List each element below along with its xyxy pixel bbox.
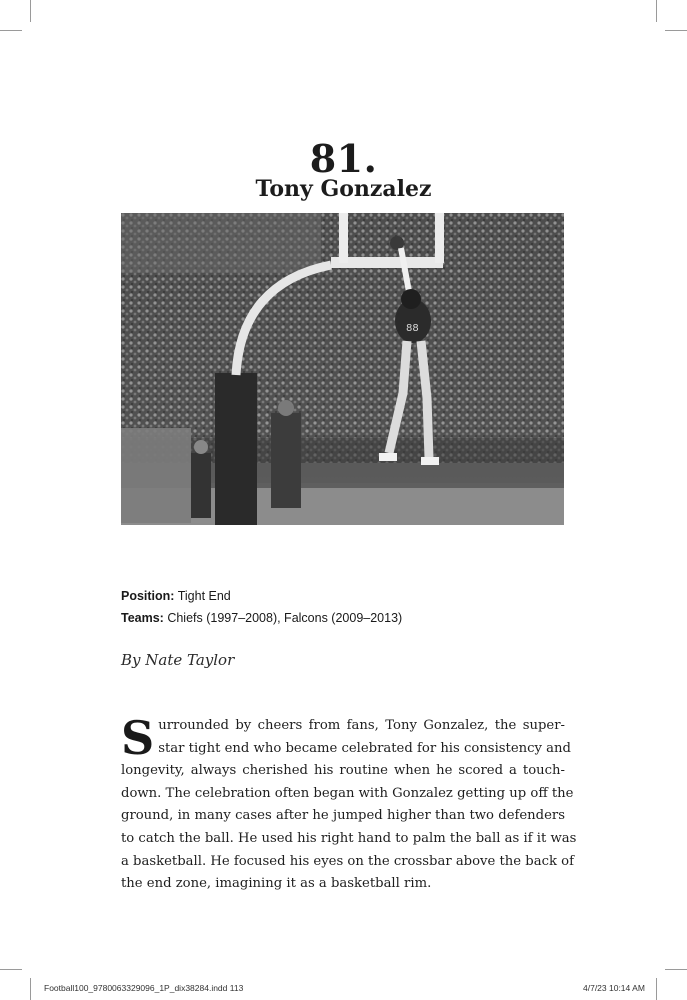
position-label: Position:	[121, 589, 175, 603]
body-line-3: longevity, always cherished his routine when he scored a touch-	[121, 763, 565, 779]
teams-value: Chiefs (1997–2008), Falcons (2009–2013)	[163, 611, 403, 625]
body-line-4: down. The celebration often began with Gonzalez getting up off the	[121, 785, 574, 801]
photo-illustration	[121, 213, 564, 525]
body-line-6: to catch the ball. He used his right hand to palm the ball as if it was	[121, 830, 577, 846]
crop-mark-bottom-right	[656, 978, 657, 1000]
crop-mark-bottom-left	[30, 978, 31, 1000]
body-line-2: star tight end who became celebrated for his consistency and	[158, 740, 571, 756]
print-slug-date: 4/7/23 10:14 AM	[583, 983, 645, 993]
crop-mark-top-left	[30, 0, 31, 22]
football-touchdown-photo	[121, 213, 564, 525]
jersey-number: 88	[406, 323, 419, 334]
teams-label: Teams:	[121, 611, 164, 625]
crop-mark-top-left-h	[0, 30, 22, 31]
position-line	[121, 589, 231, 603]
position-value: Tight End	[174, 589, 231, 603]
print-slug-file: Football100_9780063329096_1P_dix38284.indd 113	[44, 983, 244, 993]
crop-mark-top-right	[656, 0, 657, 22]
chapter-title: Tony Gonzalez	[255, 176, 432, 202]
crop-mark-bottom-right-h	[665, 969, 687, 970]
teams-line	[121, 611, 402, 625]
crop-mark-top-right-h	[665, 30, 687, 31]
body-line-7: a basketball. He focused his eyes on the crossbar above the back of	[121, 853, 574, 869]
body-paragraph	[121, 711, 577, 896]
body-line-5: ground, in many cases after he jumped higher than two defenders	[121, 808, 565, 824]
body-line-1: urrounded by cheers from fans, Tony Gonzalez, the super-	[158, 718, 565, 733]
chapter-number: 81.	[309, 136, 378, 181]
drop-cap: S	[121, 711, 155, 765]
byline: By Nate Taylor	[121, 651, 235, 669]
body-line-8: the end zone, imagining it as a basketball rim.	[121, 876, 432, 892]
crop-mark-bottom-left-h	[0, 969, 22, 970]
